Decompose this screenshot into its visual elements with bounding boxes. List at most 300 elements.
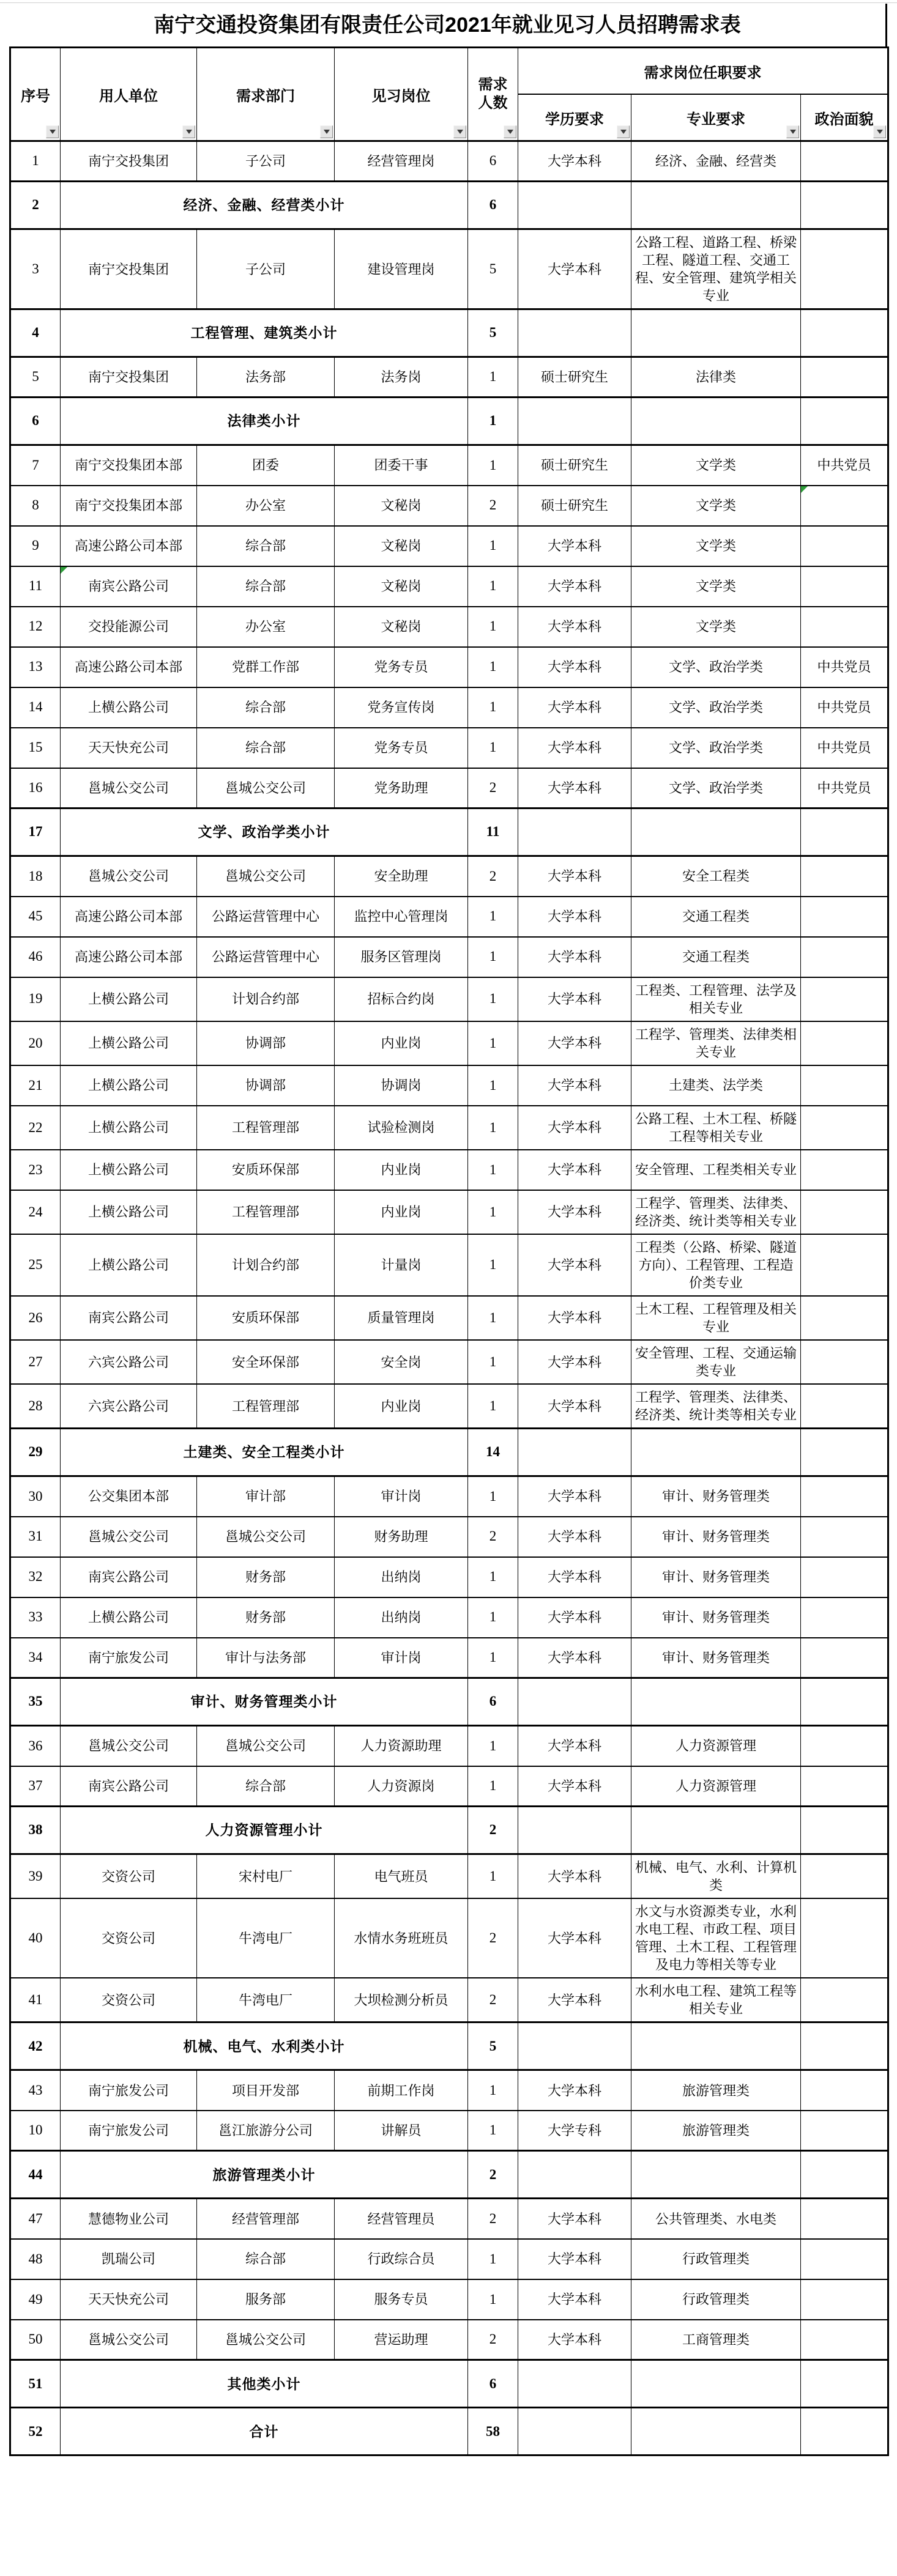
cell-political [801, 1190, 888, 1234]
table-row [10, 141, 888, 182]
cell-subtotal-label [61, 2408, 468, 2456]
cell-department [197, 897, 335, 937]
cell-seq-text: 21 [28, 1077, 43, 1093]
cell-political [801, 1726, 888, 1766]
cell-seq [10, 2199, 61, 2239]
cell-political [801, 1678, 888, 1726]
cell-department [197, 486, 335, 526]
cell-seq-text: 31 [28, 1528, 43, 1544]
cell-major [631, 2360, 801, 2408]
cell-position [335, 1638, 468, 1678]
cell-seq [10, 1898, 61, 1978]
cell-employer-text: 高速公路公司本部 [74, 659, 182, 675]
cell-position [335, 1726, 468, 1766]
cell-department-text: 财务部 [245, 1569, 286, 1585]
cell-political [801, 309, 888, 357]
table-row [10, 1476, 888, 1517]
cell-seq [10, 2408, 61, 2456]
recruitment-sheet [9, 4, 887, 2456]
cell-seq-text: 23 [28, 1161, 43, 1177]
cell-employer [61, 1150, 197, 1190]
table-row [10, 1517, 888, 1557]
cell-seq [10, 647, 61, 687]
cell-education [518, 2360, 631, 2408]
page-title: 南宁交通投资集团有限责任公司2021年就业见习人员招聘需求表 [9, 4, 887, 46]
table-row [10, 1898, 888, 1978]
cell-education [518, 1597, 631, 1638]
cell-education [518, 1807, 631, 1854]
cell-department [197, 1854, 335, 1899]
cell-employer [61, 1978, 197, 2023]
cell-position-text: 行政综合员 [367, 2251, 435, 2267]
subtotal-row [10, 809, 888, 856]
cell-department-text: 办公室 [245, 619, 286, 635]
cell-political-text: 中共党员 [817, 659, 871, 675]
cell-employer [61, 1854, 197, 1899]
cell-education-text: 大学本科 [547, 909, 601, 925]
cell-seq [10, 2279, 61, 2320]
cell-education-text: 大学本科 [547, 1354, 601, 1370]
cell-count-text: 1 [489, 991, 497, 1007]
cell-count [468, 1296, 518, 1340]
cell-department-text: 工程管理部 [231, 1120, 299, 1136]
cell-education-text: 大学本科 [547, 2251, 601, 2267]
table-row [10, 2070, 888, 2111]
cell-major-text: 文学、政治学类 [668, 700, 763, 716]
cell-employer-text: 交资公司 [101, 1930, 155, 1946]
cell-count-text: 1 [489, 1309, 497, 1325]
cell-employer [61, 141, 197, 182]
filter-dropdown-icon [507, 130, 513, 134]
cell-major-text: 土建类、法学类 [668, 1078, 763, 1094]
cell-employer-text: 南宁交投集团 [87, 369, 169, 385]
cell-count [468, 1854, 518, 1899]
cell-seq-text: 25 [28, 1257, 43, 1273]
cell-department-text: 邕城公交公司 [225, 868, 306, 884]
cell-department [197, 2070, 335, 2111]
cell-count-text: 1 [489, 739, 497, 755]
cell-political [801, 2320, 888, 2360]
cell-subtotal-label [61, 2360, 468, 2408]
cell-major [631, 2279, 801, 2320]
cell-major [631, 1638, 801, 1678]
cell-subtotal-label-text: 审计、财务管理类小计 [190, 1693, 338, 1710]
cell-department [197, 647, 335, 687]
cell-department [197, 1190, 335, 1234]
table-row [10, 1638, 888, 1678]
cell-major-text: 文学、政治学类 [668, 740, 763, 756]
cell-education [518, 1190, 631, 1234]
header-major [631, 94, 801, 141]
cell-employer [61, 229, 197, 309]
cell-employer [61, 1021, 197, 1065]
cell-political [801, 1807, 888, 1854]
cell-seq [10, 1429, 61, 1476]
cell-political [801, 398, 888, 445]
cell-seq-text: 44 [28, 2166, 43, 2182]
cell-major [631, 1726, 801, 1766]
cell-major-text: 文学、政治学类 [668, 780, 763, 796]
cell-employer-text: 南宁交投集团 [87, 153, 169, 169]
cell-major [631, 229, 801, 309]
cell-education-text: 大学本科 [547, 153, 601, 169]
cell-education [518, 1854, 631, 1899]
cell-employer-text: 公交集团本部 [87, 1489, 169, 1505]
cell-major-text: 交通工程类 [682, 909, 750, 925]
cell-education-text: 大学本科 [547, 1310, 601, 1326]
cell-major [631, 2151, 801, 2199]
cell-seq [10, 398, 61, 445]
cell-major [631, 1340, 801, 1384]
cell-education [518, 1021, 631, 1065]
cell-major [631, 1557, 801, 1597]
cell-seq [10, 1678, 61, 1726]
cell-subtotal-label [61, 309, 468, 357]
cell-count-text: 2 [489, 1822, 497, 1838]
cell-seq-text: 45 [28, 908, 43, 924]
cell-major-text: 工程学、管理类、法律类、经济类、统计类等相关专业 [635, 1390, 797, 1423]
cell-political [801, 607, 888, 647]
cell-seq-text: 28 [28, 1397, 43, 1413]
cell-position [335, 1597, 468, 1638]
cell-count [468, 2239, 518, 2279]
header-requirements-group [518, 48, 888, 95]
cell-employer [61, 1638, 197, 1678]
filter-button-position[interactable] [453, 125, 466, 138]
cell-seq-text: 41 [28, 1992, 43, 2008]
cell-count-text: 1 [489, 1161, 497, 1177]
cell-seq-text: 26 [28, 1309, 43, 1325]
cell-count [468, 1476, 518, 1517]
cell-position-text: 党务专员 [374, 659, 428, 675]
cell-education [518, 1234, 631, 1296]
cell-seq [10, 768, 61, 809]
cell-education [518, 2239, 631, 2279]
header-education-label: 学历要求 [545, 111, 604, 128]
cell-department [197, 357, 335, 398]
cell-department-text: 综合部 [245, 2251, 286, 2267]
cell-position [335, 1854, 468, 1899]
cell-major [631, 357, 801, 398]
filter-button-department[interactable] [320, 125, 333, 138]
cell-employer [61, 2239, 197, 2279]
cell-employer-text: 南宁旅发公司 [87, 2123, 169, 2139]
cell-employer-text: 交投能源公司 [87, 619, 169, 635]
table-row [10, 229, 888, 309]
cell-major [631, 2320, 801, 2360]
cell-major-text: 公路工程、道路工程、桥梁工程、隧道工程、交通工程、安全管理、建筑学相关专业 [635, 235, 797, 304]
cell-department-text: 办公室 [245, 498, 286, 514]
table-row [10, 1234, 888, 1296]
cell-subtotal-label-text: 经济、金融、经营类小计 [183, 197, 345, 213]
cell-department-text: 邕城公交公司 [225, 1529, 306, 1545]
cell-subtotal-label [61, 1678, 468, 1726]
cell-subtotal-label-text: 合计 [249, 2423, 279, 2440]
cell-political-text: 中共党员 [817, 457, 871, 473]
cell-position-text: 计量岗 [381, 1257, 422, 1273]
cell-position [335, 1978, 468, 2023]
cell-department-text: 子公司 [245, 261, 286, 277]
cell-employer-text: 上横公路公司 [87, 700, 169, 716]
table-row [10, 1021, 888, 1065]
cell-department-text: 协调部 [245, 1078, 286, 1094]
cell-education [518, 2320, 631, 2360]
table-row [10, 937, 888, 977]
cell-department [197, 229, 335, 309]
cell-department-text: 安质环保部 [231, 1310, 299, 1326]
cell-education [518, 977, 631, 1021]
cell-position [335, 1476, 468, 1517]
total-row [10, 2408, 888, 2456]
table-row [10, 1726, 888, 1766]
cell-count-text: 2 [489, 497, 497, 513]
cell-department-text: 公路运营管理中心 [211, 909, 319, 925]
cell-education [518, 897, 631, 937]
cell-employer-text: 上横公路公司 [87, 1035, 169, 1051]
cell-seq [10, 809, 61, 856]
cell-count-text: 1 [489, 949, 497, 964]
cell-education-text: 大学本科 [547, 700, 601, 716]
cell-count [468, 2070, 518, 2111]
cell-position-text: 财务助理 [374, 1529, 428, 1545]
cell-education [518, 2111, 631, 2151]
cell-major [631, 1150, 801, 1190]
cell-employer [61, 1384, 197, 1429]
cell-position-text: 文秘岗 [381, 619, 422, 635]
cell-employer-text: 高速公路公司本部 [74, 949, 182, 965]
table-row [10, 1854, 888, 1899]
cell-seq-text: 13 [28, 659, 43, 675]
cell-education-text: 大学本科 [547, 538, 601, 554]
cell-seq-text: 18 [28, 868, 43, 884]
cell-political [801, 1065, 888, 1106]
header-major-label: 专业要求 [687, 111, 745, 128]
cell-education [518, 1517, 631, 1557]
cell-employer-text: 天天快充公司 [87, 2292, 169, 2308]
cell-count-text: 1 [489, 1119, 497, 1135]
cell-political [801, 182, 888, 229]
cell-political [801, 526, 888, 566]
cell-major-text: 文学类 [695, 579, 736, 594]
cell-employer [61, 526, 197, 566]
cell-position-text: 审计岗 [381, 1649, 422, 1665]
cell-count [468, 1766, 518, 1807]
cell-department [197, 607, 335, 647]
cell-count-text: 2 [489, 2166, 497, 2182]
cell-employer-text: 上横公路公司 [87, 1204, 169, 1220]
cell-department-text: 协调部 [245, 1035, 286, 1051]
cell-department [197, 141, 335, 182]
cell-education-text: 大学本科 [547, 261, 601, 277]
cell-education-text: 大学本科 [547, 619, 601, 635]
cell-department-text: 牛湾电厂 [238, 1992, 292, 2008]
header-seq [10, 48, 61, 141]
table-row [10, 526, 888, 566]
cell-department-text: 牛湾电厂 [238, 1930, 292, 1946]
cell-seq-text: 30 [28, 1488, 43, 1504]
cell-employer-text: 上横公路公司 [87, 1120, 169, 1136]
cell-seq-text: 27 [28, 1353, 43, 1369]
cell-political [801, 1557, 888, 1597]
cell-major-text: 安全管理、工程、交通运输类专业 [635, 1345, 797, 1379]
filter-button-seq[interactable] [46, 125, 59, 138]
cell-major [631, 687, 801, 728]
cell-major [631, 2199, 801, 2239]
cell-major [631, 768, 801, 809]
cell-department-text: 工程管理部 [231, 1398, 299, 1414]
cell-department-text: 子公司 [245, 153, 286, 169]
header-position-label: 见习岗位 [371, 87, 431, 105]
filter-button-employer[interactable] [182, 125, 195, 138]
cell-employer-text: 上横公路公司 [87, 1610, 169, 1626]
cell-count-text: 1 [489, 1204, 497, 1220]
cell-position-text: 法务岗 [381, 369, 422, 385]
cell-count-text: 2 [489, 1528, 497, 1544]
cell-seq-text: 6 [32, 413, 39, 429]
subtotal-row [10, 309, 888, 357]
cell-employer [61, 486, 197, 526]
cell-employer-text: 上横公路公司 [87, 991, 169, 1007]
cell-education-text: 大学本科 [547, 2082, 601, 2098]
filter-button-political[interactable] [873, 125, 886, 138]
cell-political [801, 2070, 888, 2111]
cell-education [518, 728, 631, 768]
cell-count [468, 856, 518, 897]
cell-position [335, 526, 468, 566]
cell-major-text: 文学类 [695, 619, 736, 635]
cell-seq-text: 17 [28, 824, 43, 840]
cell-political [801, 1106, 888, 1150]
cell-employer [61, 768, 197, 809]
cell-employer-text: 六宾公路公司 [87, 1354, 169, 1370]
cell-count-text: 1 [489, 1649, 497, 1665]
cell-education [518, 1898, 631, 1978]
cell-position [335, 1021, 468, 1065]
cell-education-text: 大学本科 [547, 1035, 601, 1051]
cell-seq [10, 2151, 61, 2199]
cell-department [197, 1557, 335, 1597]
cell-major [631, 1106, 801, 1150]
cell-position [335, 2320, 468, 2360]
cell-seq-text: 43 [28, 2082, 43, 2098]
cell-count [468, 1021, 518, 1065]
cell-employer-text: 凯瑞公司 [101, 2251, 155, 2267]
cell-seq-text: 11 [28, 578, 43, 594]
cell-position-text: 审计岗 [381, 1489, 422, 1505]
cell-major-text: 审计、财务管理类 [661, 1489, 770, 1505]
cell-count [468, 141, 518, 182]
cell-department-text: 综合部 [245, 1778, 286, 1794]
cell-education-text: 大学本科 [547, 1868, 601, 1884]
cell-major-text: 人力资源管理 [675, 1778, 756, 1794]
cell-count-text: 1 [489, 618, 497, 634]
cell-education-text: 大学本科 [547, 1529, 601, 1545]
table-row [10, 1766, 888, 1807]
cell-position-text: 协调岗 [381, 1078, 422, 1094]
header-count-label: 需求人数 [478, 76, 508, 111]
cell-count [468, 1190, 518, 1234]
recruitment-demand-table [9, 46, 889, 2456]
cell-position-text: 经营管理岗 [367, 153, 435, 169]
cell-seq-text: 15 [28, 739, 43, 755]
cell-count-text: 2 [489, 780, 497, 796]
cell-education [518, 1429, 631, 1476]
cell-major-text: 机械、电气、水利、计算机类 [635, 1860, 797, 1893]
cell-employer-text: 南宁旅发公司 [87, 1649, 169, 1665]
cell-seq-text: 4 [32, 325, 39, 341]
cell-department [197, 1766, 335, 1807]
cell-count [468, 728, 518, 768]
cell-major-text: 审计、财务管理类 [661, 1649, 770, 1665]
cell-major-text: 公路工程、土木工程、桥隧工程等相关专业 [635, 1111, 797, 1144]
cell-major-text: 交通工程类 [682, 949, 750, 965]
cell-position [335, 2199, 468, 2239]
cell-count-text: 5 [489, 325, 497, 341]
cell-seq-text: 12 [28, 618, 43, 634]
cell-count [468, 2360, 518, 2408]
cell-count [468, 1978, 518, 2023]
subtotal-row [10, 182, 888, 229]
cell-education [518, 566, 631, 607]
cell-employer-text: 南宾公路公司 [87, 1310, 169, 1326]
cell-employer-text: 邕城公交公司 [87, 2332, 169, 2348]
cell-seq-text: 33 [28, 1609, 43, 1625]
cell-major [631, 141, 801, 182]
cell-count-text: 6 [489, 1693, 497, 1709]
cell-position [335, 687, 468, 728]
cell-position-text: 服务区管理岗 [360, 949, 442, 965]
cell-count-text: 58 [486, 2423, 500, 2439]
cell-department-text: 公路运营管理中心 [211, 949, 319, 965]
cell-seq [10, 1597, 61, 1638]
cell-employer [61, 1296, 197, 1340]
cell-education [518, 1065, 631, 1106]
filter-button-education[interactable] [617, 125, 630, 138]
cell-seq-text: 8 [32, 497, 39, 513]
cell-education [518, 809, 631, 856]
cell-major-text: 旅游管理类 [682, 2082, 750, 2098]
cell-department [197, 977, 335, 1021]
cell-employer [61, 1766, 197, 1807]
filter-button-major[interactable] [786, 125, 799, 138]
cell-education [518, 1726, 631, 1766]
cell-education [518, 2070, 631, 2111]
cell-major-text: 审计、财务管理类 [661, 1569, 770, 1585]
cell-count-text: 1 [489, 1035, 497, 1051]
cell-seq-text: 22 [28, 1119, 43, 1135]
cell-education-text: 大学本科 [547, 949, 601, 965]
cell-count [468, 182, 518, 229]
cell-seq [10, 229, 61, 309]
cell-education [518, 398, 631, 445]
subtotal-row [10, 2023, 888, 2070]
comment-indicator-icon [61, 567, 67, 574]
cell-count-text: 1 [489, 1868, 497, 1884]
cell-political [801, 566, 888, 607]
cell-position-text: 文秘岗 [381, 579, 422, 594]
cell-major [631, 2023, 801, 2070]
cell-employer [61, 647, 197, 687]
cell-education-text: 大学本科 [547, 579, 601, 594]
cell-position [335, 2111, 468, 2151]
cell-seq-text: 40 [28, 1930, 43, 1946]
cell-education-text: 大学本科 [547, 1569, 601, 1585]
cell-seq [10, 1106, 61, 1150]
cell-position [335, 1384, 468, 1429]
cell-seq-text: 2 [32, 197, 39, 213]
filter-button-count[interactable] [504, 125, 516, 138]
cell-political [801, 1898, 888, 1978]
